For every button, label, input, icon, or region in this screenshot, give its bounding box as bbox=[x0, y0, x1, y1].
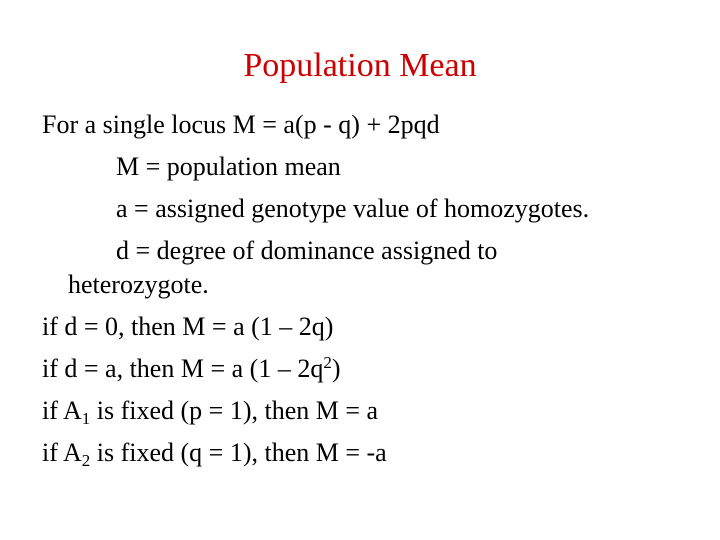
superscript-2: 2 bbox=[323, 353, 332, 372]
slide-title: Population Mean bbox=[243, 47, 477, 84]
subscript-1: 1 bbox=[81, 409, 91, 428]
case-a1-fixed bbox=[42, 396, 378, 426]
definition-a: a = assigned genotype value of homozygotes. bbox=[116, 194, 590, 223]
case-d-equals-a-text: if d = a, then M = a (1 – 2q bbox=[42, 354, 324, 383]
case-a1-prefix: if A bbox=[42, 396, 82, 425]
case-d-equals-a-close: ) bbox=[331, 354, 341, 383]
case-d-equals-a bbox=[42, 354, 341, 384]
case-a2-prefix: if A bbox=[42, 438, 82, 467]
case-d-zero: if d = 0, then M = a (1 – 2q) bbox=[42, 312, 334, 341]
definition-m: M = population mean bbox=[116, 152, 341, 181]
subscript-2: 2 bbox=[81, 451, 91, 470]
definition-d-line2: heterozygote. bbox=[68, 270, 209, 299]
definition-d-line1: d = degree of dominance assigned to bbox=[116, 236, 498, 265]
case-a2-rest: is fixed (q = 1), then M = -a bbox=[90, 438, 387, 467]
formula-line: For a single locus M = a(p - q) + 2pqd bbox=[42, 110, 440, 139]
case-a1-rest: is fixed (p = 1), then M = a bbox=[90, 396, 379, 425]
case-a2-fixed bbox=[42, 438, 387, 468]
